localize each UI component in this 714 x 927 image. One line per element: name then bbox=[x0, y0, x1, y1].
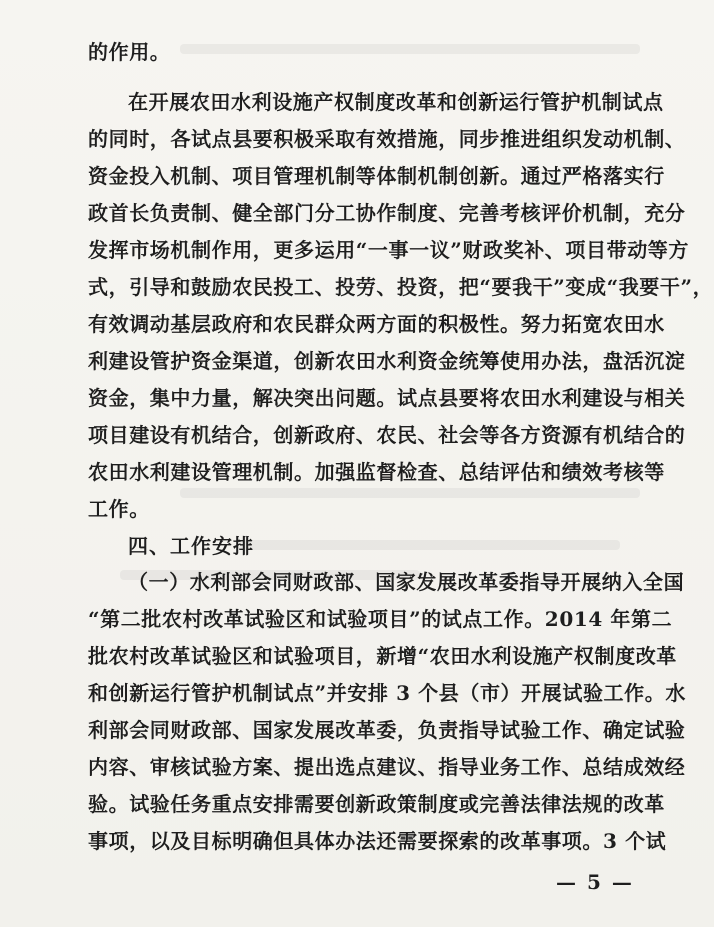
paragraph-line: 的作用。 bbox=[88, 40, 171, 64]
paragraph-line: 资金投入机制、项目管理机制等体制机制创新。通过严格落实行 bbox=[88, 164, 665, 188]
page-number: — 5 — bbox=[556, 870, 634, 894]
paragraph-line: 内容、审核试验方案、提出选点建议、指导业务工作、总结成效经 bbox=[88, 755, 686, 779]
paragraph-line: 在开展农田水利设施产权制度改革和创新运行管护机制试点 bbox=[128, 90, 664, 114]
paragraph-line: 发挥市场机制作用，更多运用“一事一议”财政奖补、项目带动等方 bbox=[88, 238, 690, 262]
paragraph-line: 项目建设有机结合，创新政府、农民、社会等各方资源有机结合的 bbox=[88, 423, 686, 447]
paragraph-line: 事项，以及目标明确但具体办法还需要探索的改革事项。3 个试 bbox=[88, 829, 667, 853]
paragraph-line: 利建设管护资金渠道，创新农田水利资金统筹使用办法，盘活沉淀 bbox=[88, 349, 686, 373]
paragraph-line: 的同时，各试点县要积极采取有效措施，同步推进组织发动机制、 bbox=[88, 127, 686, 151]
paragraph-line: 和创新运行管护机制试点”并安排 3 个县（市）开展试验工作。水 bbox=[88, 681, 686, 705]
paragraph-line: 利部会同财政部、国家发展改革委，负责指导试验工作、确定试验 bbox=[88, 718, 686, 742]
paragraph-line: 式，引导和鼓励农民投工、投劳、投资，把“要我干”变成“我要干”， bbox=[88, 275, 714, 299]
section-heading: 四、工作安排 bbox=[128, 534, 254, 558]
paragraph-line: 资金，集中力量，解决突出问题。试点县要将农田水利建设与相关 bbox=[88, 386, 686, 410]
paragraph-line: 农田水利建设管理机制。加强监督检查、总结评估和绩效考核等 bbox=[88, 460, 665, 484]
paragraph-line: 批农村改革试验区和试验项目，新增“农田水利设施产权制度改革 bbox=[88, 644, 677, 668]
bleed-through-mark bbox=[240, 540, 620, 550]
paragraph-line: “第二批农村改革试验区和试验项目”的试点工作。2014 年第二 bbox=[88, 607, 673, 631]
paragraph-line: 工作。 bbox=[88, 497, 150, 521]
paragraph-line: 有效调动基层政府和农民群众两方面的积极性。努力拓宽农田水 bbox=[88, 312, 665, 336]
paragraph-line: 验。试验任务重点安排需要创新政策制度或完善法律法规的改革 bbox=[88, 792, 665, 816]
paragraph-line: （一）水利部会同财政部、国家发展改革委指导开展纳入全国 bbox=[128, 570, 685, 594]
paragraph-line: 政首长负责制、健全部门分工协作制度、完善考核评价机制，充分 bbox=[88, 201, 686, 225]
